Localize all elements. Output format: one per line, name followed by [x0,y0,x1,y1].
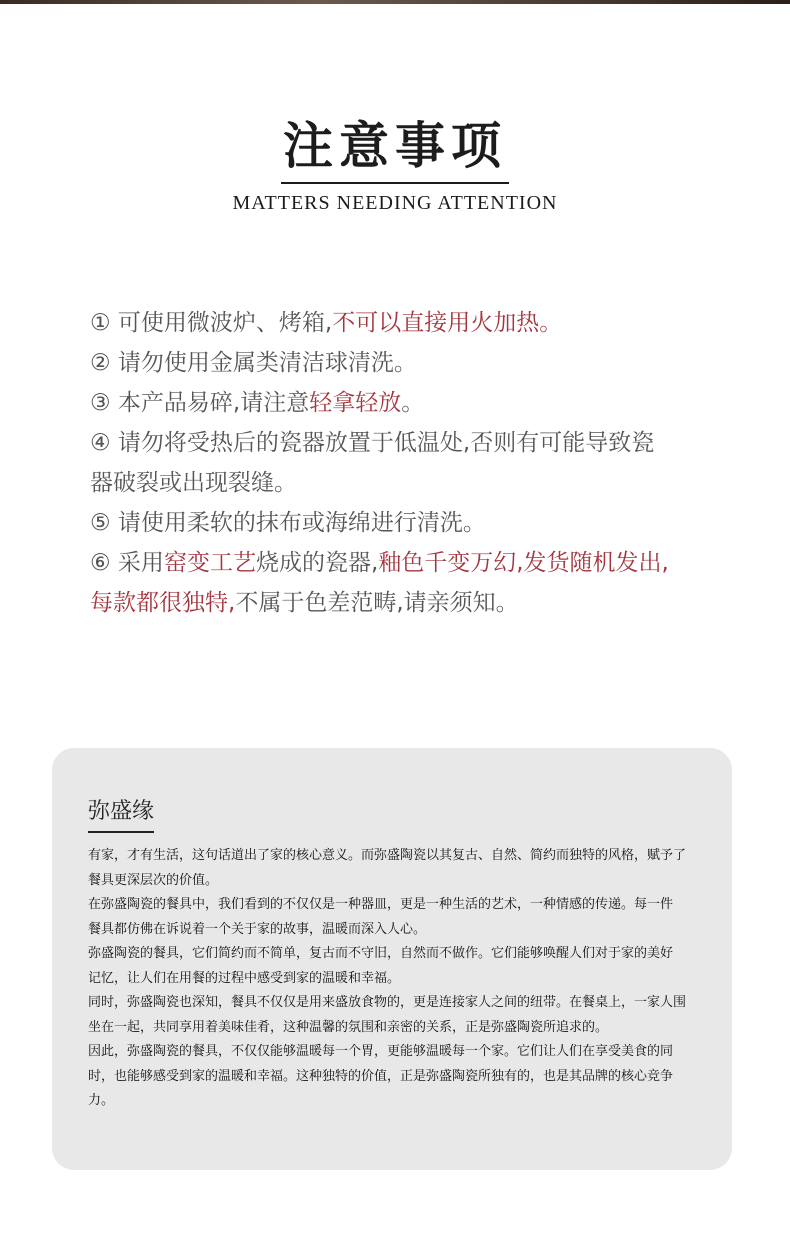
notes-list [90,303,730,623]
note-text: 。 [401,390,425,416]
note-highlight-text: 窑变工艺 [163,550,256,576]
note-text: ③ 本产品易碎,请注意 [90,390,310,416]
note-text: 烧成的瓷器, [255,550,379,576]
brand-card [52,748,732,1170]
note-text: 不属于色差范畴,请亲须知。 [235,590,519,616]
note-item-5 [90,503,730,543]
brand-paragraph-line: 时，也能够感受到家的温暖和幸福。这种独特的价值，正是弥盛陶瓷所独有的，也是其品牌的核心竞争 [88,1068,674,1084]
note-text: 器破裂或出现裂缝。 [90,470,297,496]
brand-paragraph-line: 坐在一起，共同享用着美味佳肴，这种温馨的氛围和亲密的关系，正是弥盛陶瓷所追求的。 [88,1019,609,1035]
brand-paragraph-line: 弥盛陶瓷的餐具，它们简约而不简单，复古而不守旧，自然而不做作。它们能够唤醒人们对于家的美好 [88,946,674,961]
header [0,116,790,215]
brand-description [88,844,704,1114]
note-text: ⑤ 请使用柔软的抹布或海绵进行清洗。 [90,510,486,536]
note-item-1 [90,303,730,343]
note-text: ④ 请勿将受热后的瓷器放置于低温处,否则有可能导致瓷 [90,430,655,456]
note-item-4 [90,423,730,463]
brand-paragraph-line: 在弥盛陶瓷的餐具中，我们看到的不仅仅是一种器皿，更是一种生活的艺术，一种情感的传递。每一件 [88,897,674,912]
note-text: ⑥ 采用 [90,550,164,576]
brand-paragraph-line: 餐具都仿佛在诉说着一个关于家的故事，温暖而深入人心。 [88,921,427,937]
note-highlight-text: 釉色千变万幻,发货随机发出, [378,550,669,576]
note-highlight-text: 每款都很独特, [90,590,236,616]
note-text: ② 请勿使用金属类清洁球清洗。 [90,350,417,376]
page-subtitle: MATTERS NEEDING ATTENTION [232,192,558,214]
note-highlight-text: 轻拿轻放 [309,390,402,416]
note-item-6-cont [90,583,730,623]
note-item-3 [90,383,730,423]
page-title: 注意事项 [281,116,509,184]
brand-paragraph-line: 力。 [88,1093,115,1108]
brand-paragraph-line: 记忆，让人们在用餐的过程中感受到家的温暖和幸福。 [88,970,401,986]
note-item-6 [90,543,730,583]
note-item-2 [90,343,730,383]
note-text: ① 可使用微波炉、烤箱, [90,310,333,336]
brand-paragraph-line: 因此，弥盛陶瓷的餐具，不仅仅能够温暖每一个胃，更能够温暖每一个家。它们让人们在享受美食的同 [88,1044,674,1059]
brand-paragraph-line: 有家，才有生活，这句话道出了家的核心意义。而弥盛陶瓷以其复古、自然、简约而独特的风格，赋予了 [88,848,687,863]
note-item-4-cont [90,463,730,503]
brand-paragraph-line: 同时，弥盛陶瓷也深知，餐具不仅仅是用来盛放食物的，更是连接家人之间的纽带。在餐桌上，一家人围 [88,995,687,1010]
brand-paragraph-line: 餐具更深层次的价值。 [88,872,219,888]
brand-title: 弥盛缘 [88,794,154,833]
top-decor-strip [0,0,790,4]
note-highlight-text: 不可以直接用火加热。 [332,310,563,336]
